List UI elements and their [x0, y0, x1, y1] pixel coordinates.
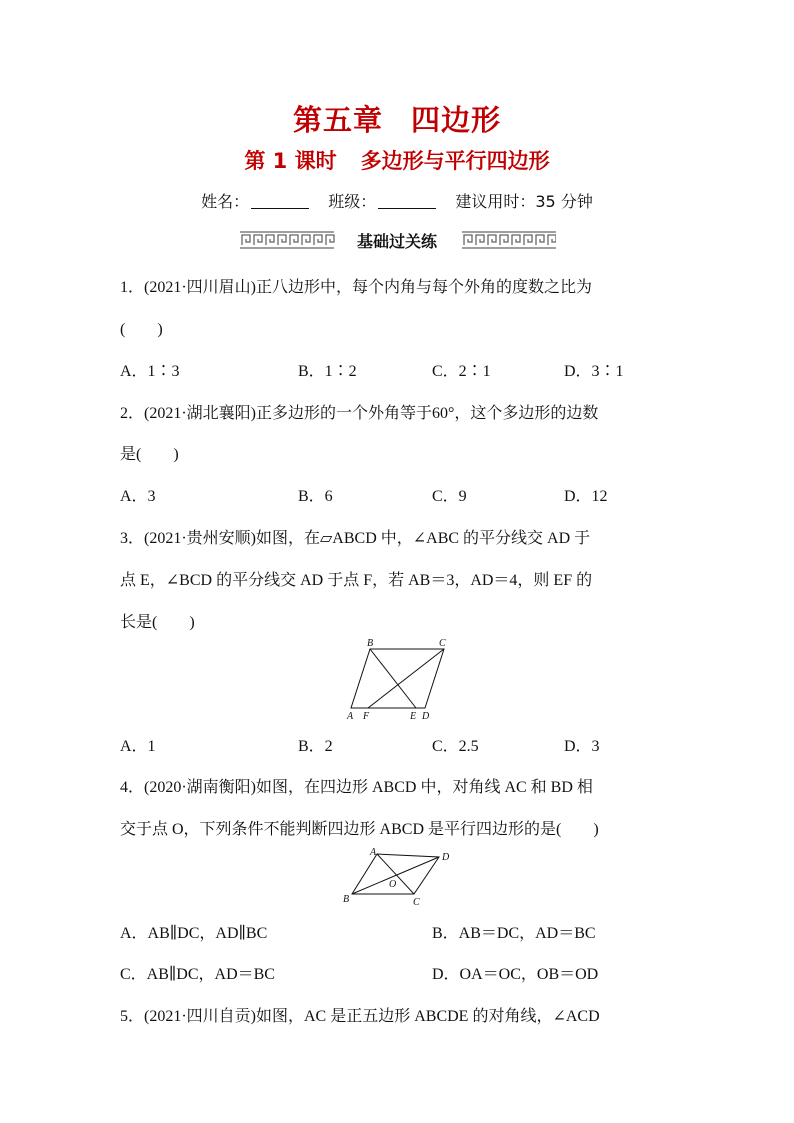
lesson-number: 第 1 课时 [244, 149, 337, 173]
q3-stem-line-3: 长是( ) [120, 614, 195, 631]
q4-label-c: C [413, 897, 420, 907]
q4-stem-line-1: 4．(2020·湖南衡阳)如图，在四边形 ABCD 中，对角线 AC 和 BD 相 [120, 779, 593, 796]
bisector-cf [368, 649, 444, 708]
q3-option-b[interactable]: B．2 [298, 738, 333, 755]
q3-label-d: D [422, 711, 430, 722]
q3-label-b: B [367, 638, 374, 649]
q3-option-d[interactable]: D．3 [564, 738, 600, 755]
lesson-title [0, 145, 794, 175]
q4-option-c[interactable]: C．AB∥DC，AD＝BC [120, 966, 275, 983]
q1-option-b[interactable]: B．1∶2 [298, 363, 357, 380]
q4-option-d[interactable]: D．OA＝OC，OB＝OD [432, 966, 599, 983]
q4-quadrilateral-figure [336, 845, 456, 907]
chapter-title [0, 98, 794, 139]
q4-label-b: B [343, 894, 350, 905]
parallelogram-abcd [351, 649, 444, 708]
class-label: 班级： [328, 192, 377, 211]
q1-stem-line-1: 1．(2021·四川眉山)正八边形中，每个内角与每个外角的度数之比为 [120, 279, 592, 296]
chapter-number: 第五章 [292, 103, 383, 137]
chapter-name: 四边形 [411, 103, 502, 137]
q3-parallelogram-figure [340, 636, 452, 722]
q4-option-b[interactable]: B．AB＝DC，AD＝BC [432, 925, 596, 942]
q3-option-a[interactable]: A．1 [120, 738, 156, 755]
q3-label-c: C [439, 638, 446, 649]
q4-stem-line-2: 交于点 O，下列条件不能判断四边形 ABCD 是平行四边形的是( ) [120, 821, 599, 838]
q1-option-c[interactable]: C．2∶1 [432, 363, 491, 380]
q3-stem-line-1: 3．(2021·贵州安顺)如图，在▱ABCD 中，∠ABC 的平分线交 AD 于 [120, 530, 591, 547]
name-label: 姓名： [201, 192, 250, 211]
section-banner-label: 基础过关练 [356, 232, 437, 251]
q3-label-e: E [410, 711, 417, 722]
q2-option-d[interactable]: D．12 [564, 488, 608, 505]
q4-option-a[interactable]: A．AB∥DC，AD∥BC [120, 925, 268, 942]
q4-label-o: O [389, 879, 397, 890]
lesson-name: 多边形与平行四边形 [360, 149, 550, 173]
name-blank[interactable] [251, 194, 309, 209]
class-blank[interactable] [378, 194, 436, 209]
q3-stem-line-2: 点 E，∠BCD 的平分线交 AD 于点 F，若 AB＝3，AD＝4，则 EF 的 [120, 572, 593, 589]
q2-option-a[interactable]: A．3 [120, 488, 156, 505]
q2-option-b[interactable]: B．6 [298, 488, 333, 505]
q2-stem-line-1: 2．(2021·湖北襄阳)正多边形的一个外角等于60°，这个多边形的边数 [120, 405, 599, 422]
q1-stem-line-2: ( ) [120, 321, 163, 338]
suggested-time: 建议用时：35 分钟 [455, 192, 593, 211]
q2-option-c[interactable]: C．9 [432, 488, 467, 505]
student-info-line [0, 189, 794, 212]
q2-stem-line-2: 是( ) [120, 446, 179, 463]
q3-label-f: F [363, 711, 370, 722]
q1-option-d[interactable]: D．3∶1 [564, 363, 624, 380]
q5-stem-line-1: 5．(2021·四川自贡)如图，AC 是正五边形 ABCDE 的对角线，∠ACD [120, 1008, 600, 1025]
q4-label-a: A [370, 847, 377, 858]
q3-label-a: A [347, 711, 354, 722]
bisector-be [370, 649, 416, 708]
q3-option-c[interactable]: C．2.5 [432, 738, 479, 755]
q1-option-a[interactable]: A．1∶3 [120, 363, 180, 380]
q4-label-d: D [442, 852, 450, 863]
